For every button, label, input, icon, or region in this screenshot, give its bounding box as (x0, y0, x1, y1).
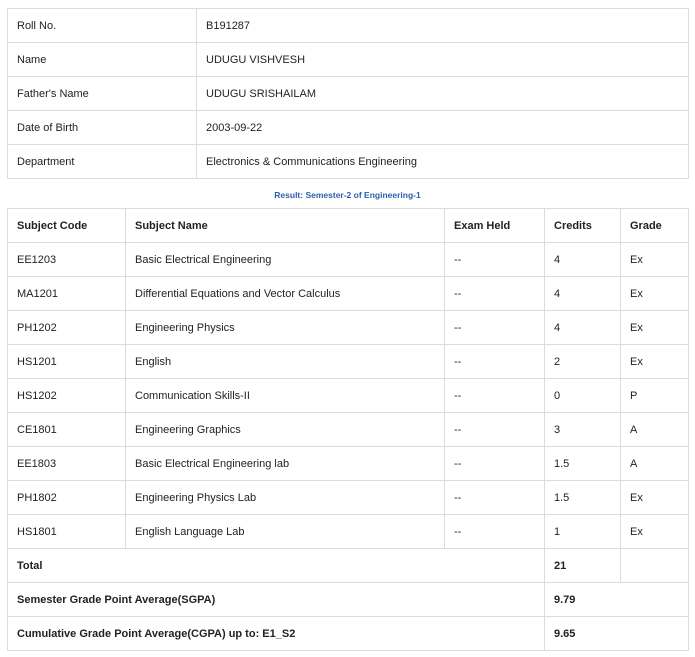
table-row (8, 277, 689, 311)
credits: 3 (545, 413, 621, 447)
subject-code: HS1202 (8, 379, 126, 413)
department-row (8, 145, 689, 179)
roll-row (8, 9, 689, 43)
subject-name: Engineering Physics (126, 311, 445, 345)
credits: 1 (545, 515, 621, 549)
roll-label: Roll No. (8, 9, 197, 43)
subject-code: EE1803 (8, 447, 126, 481)
table-row (8, 413, 689, 447)
credits: 0 (545, 379, 621, 413)
table-row (8, 481, 689, 515)
grade: Ex (621, 243, 689, 277)
subject-code: PH1202 (8, 311, 126, 345)
table-row (8, 345, 689, 379)
department-label: Department (8, 145, 197, 179)
subject-code: HS1801 (8, 515, 126, 549)
sgpa-label: Semester Grade Point Average(SGPA) (8, 583, 545, 617)
subject-code: MA1201 (8, 277, 126, 311)
total-grade-empty (621, 549, 689, 583)
result-title: Result: Semester-2 of Engineering-1 (274, 190, 421, 200)
grade: A (621, 447, 689, 481)
department-value: Electronics & Communications Engineering (197, 145, 689, 179)
sgpa-row (8, 583, 689, 617)
subject-code: EE1203 (8, 243, 126, 277)
exam-held: -- (445, 311, 545, 345)
subject-name: Engineering Graphics (126, 413, 445, 447)
results-header-row (8, 209, 689, 243)
subject-code: PH1802 (8, 481, 126, 515)
header-subject-name: Subject Name (126, 209, 445, 243)
credits: 2 (545, 345, 621, 379)
table-row (8, 447, 689, 481)
grade: Ex (621, 277, 689, 311)
name-row (8, 43, 689, 77)
cgpa-label: Cumulative Grade Point Average(CGPA) up to: E1_S2 (8, 617, 545, 651)
subject-name: Differential Equations and Vector Calculus (126, 277, 445, 311)
roll-value: B191287 (197, 9, 689, 43)
exam-held: -- (445, 243, 545, 277)
name-value: UDUGU VISHVESH (197, 43, 689, 77)
total-row (8, 549, 689, 583)
grade: P (621, 379, 689, 413)
results-table (7, 208, 689, 651)
subject-name: Basic Electrical Engineering lab (126, 447, 445, 481)
name-label: Name (8, 43, 197, 77)
table-row (8, 243, 689, 277)
exam-held: -- (445, 345, 545, 379)
header-subject-code: Subject Code (8, 209, 126, 243)
subject-name: English (126, 345, 445, 379)
total-credits: 21 (545, 549, 621, 583)
exam-held: -- (445, 447, 545, 481)
credits: 4 (545, 243, 621, 277)
subject-name: Engineering Physics Lab (126, 481, 445, 515)
credits: 4 (545, 311, 621, 345)
subject-name: Communication Skills-II (126, 379, 445, 413)
dob-label: Date of Birth (8, 111, 197, 145)
header-grade: Grade (621, 209, 689, 243)
father-row (8, 77, 689, 111)
total-label: Total (8, 549, 545, 583)
grade: A (621, 413, 689, 447)
exam-held: -- (445, 277, 545, 311)
subject-name: English Language Lab (126, 515, 445, 549)
dob-row (8, 111, 689, 145)
header-exam-held: Exam Held (445, 209, 545, 243)
subject-code: CE1801 (8, 413, 126, 447)
cgpa-value: 9.65 (545, 617, 689, 651)
exam-held: -- (445, 413, 545, 447)
dob-value: 2003-09-22 (197, 111, 689, 145)
grade: Ex (621, 481, 689, 515)
credits: 1.5 (545, 447, 621, 481)
cgpa-row (8, 617, 689, 651)
table-row (8, 379, 689, 413)
credits: 4 (545, 277, 621, 311)
father-value: UDUGU SRISHAILAM (197, 77, 689, 111)
father-label: Father's Name (8, 77, 197, 111)
grade: Ex (621, 515, 689, 549)
student-info-table (7, 8, 689, 179)
header-credits: Credits (545, 209, 621, 243)
exam-held: -- (445, 481, 545, 515)
credits: 1.5 (545, 481, 621, 515)
subject-code: HS1201 (8, 345, 126, 379)
table-row (8, 515, 689, 549)
grade: Ex (621, 311, 689, 345)
sgpa-value: 9.79 (545, 583, 689, 617)
exam-held: -- (445, 515, 545, 549)
exam-held: -- (445, 379, 545, 413)
grade: Ex (621, 345, 689, 379)
subject-name: Basic Electrical Engineering (126, 243, 445, 277)
table-row (8, 311, 689, 345)
